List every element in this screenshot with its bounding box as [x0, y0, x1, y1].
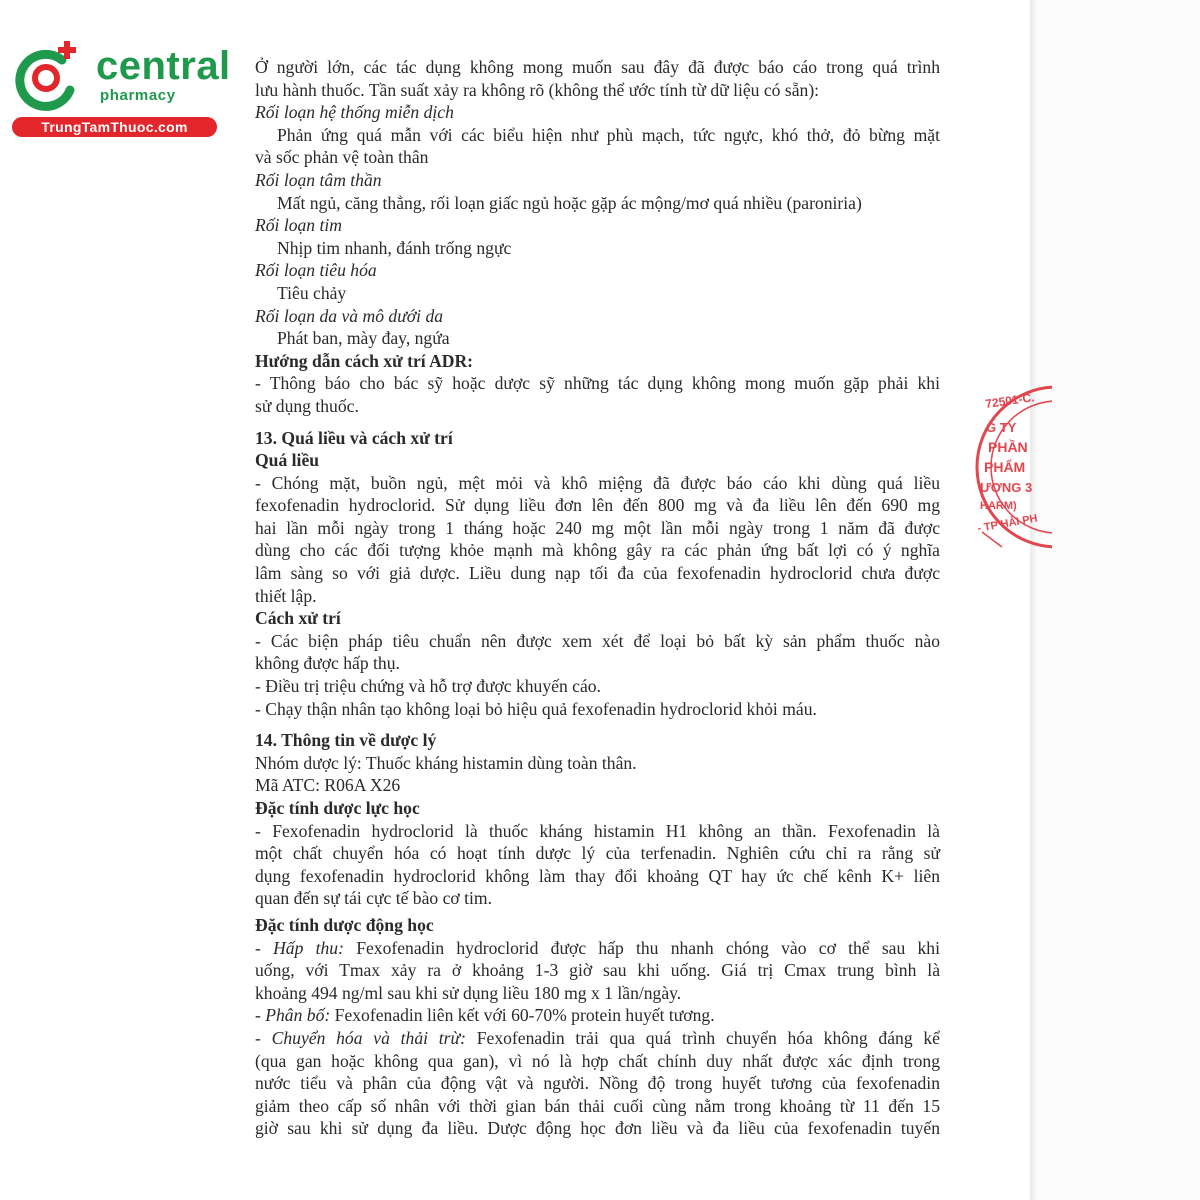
adr-line-2: sử dụng thuốc.: [255, 395, 359, 416]
brand-logo[interactable]: [10, 38, 231, 138]
brand-name: central: [96, 44, 231, 88]
immune-line-2: và sốc phản vệ toàn thân: [255, 147, 429, 168]
section-13-title: 13. Quá liều và cách xử trí: [255, 427, 453, 448]
pk-metabolism-line-5: giờ sau khi sử dụng đa liều. Dược động học đơn liều và đa liều của fexofenadin tuyến: [255, 1118, 940, 1139]
document-body: [255, 56, 940, 1140]
pk-absorption-text: Fexofenadin hydroclorid được hấp thu nhanh chóng vào cơ thể sau khi: [343, 937, 940, 958]
pharmacokinetics-title: Đặc tính dược động học: [255, 914, 434, 935]
pk-absorption-line-3: khoảng 494 ng/ml sau khi sử dụng liều 180 mg x 1 lần/ngày.: [255, 982, 682, 1003]
pk-metabolism-line-4: giảm theo cấp số nhân với thời gian bán thải cuối cùng nằm trong khoảng từ 11 đến 15: [255, 1095, 940, 1116]
overdose-line-4: dùng cho các đối tượng khỏe mạnh mà không gây ra các phản ứng bất lợi có ý nghĩa: [255, 540, 940, 561]
pd-line-4: quan đến sự tái cực tế bào cơ tim.: [255, 888, 492, 909]
central-pharmacy-logo-icon: [10, 38, 90, 118]
immune-line-1: Phản ứng quá mẫn với các biểu hiện như phù mạch, tức ngực, khó thở, đỏ bừng mặt: [277, 124, 940, 145]
subsection-psych-title: Rối loạn tâm thần: [255, 169, 382, 190]
treatment-title: Cách xử trí: [255, 608, 341, 629]
subsection-immune-title: Rối loạn hệ thống miễn dịch: [255, 102, 454, 123]
atc-code: Mã ATC: R06A X26: [255, 775, 401, 796]
treatment-line-2: không được hấp thụ.: [255, 653, 400, 674]
overdose-title: Quá liều: [255, 450, 320, 471]
pk-distribution-line: - Phân bố: Fexofenadin liên kết với 60-70% protein huyết tương.: [255, 1005, 715, 1026]
pharmacodynamics-title: Đặc tính dược lực học: [255, 798, 420, 818]
pk-absorption-label: Hấp thu:: [273, 937, 344, 958]
svg-text:PHẦN: PHẦN: [988, 439, 1028, 455]
stamp-seal-icon: [972, 382, 1052, 552]
pk-distribution-text: Fexofenadin liên kết với 60-70% protein huyết tương.: [330, 1005, 715, 1026]
overdose-line-6: thiết lập.: [255, 585, 317, 606]
svg-text:ƯƠNG 3: ƯƠNG 3: [980, 480, 1033, 495]
intro-line-2: lưu hành thuốc. Tần suất xảy ra không rõ (không thể ước tính từ dữ liệu có sẵn):: [255, 79, 820, 100]
pk-metabolism-label: Chuyển hóa và thải trừ:: [271, 1027, 466, 1048]
pk-absorption-line-2: uống, với Tmax xảy ra ở khoảng 1-3 giờ sau khi uống. Giá trị Cmax trung bình là: [255, 960, 940, 981]
adr-title: Hướng dẫn cách xử trí ADR:: [255, 350, 474, 371]
svg-text:HARM): HARM): [980, 500, 1017, 512]
section-14-title: 14. Thông tin về dược lý: [255, 730, 437, 751]
pk-metabolism-line-2: (qua gan hoặc không qua gan), vì nó là hợp chất chính duy nhất được xác định trong: [255, 1050, 940, 1071]
skin-body: Phát ban, mày đay, ngứa: [277, 328, 450, 349]
adr-line-1: - Thông báo cho bác sỹ hoặc dược sỹ những tác dụng không mong muốn gặp phải khi: [255, 373, 940, 394]
cardiac-body: Nhịp tim nhanh, đánh trống ngực: [277, 237, 512, 258]
pd-line-1: - Fexofenadin hydroclorid là thuốc kháng histamin H1 không an thần. Fexofenadin là: [255, 820, 940, 841]
overdose-line-3: hai lần mỗi ngày trong 1 tháng hoặc 240 mg một lần mỗi ngày trong 1 năm đã được: [255, 517, 940, 538]
subsection-gi-title: Rối loạn tiêu hóa: [255, 260, 377, 281]
pk-metabolism-text: Fexofenadin trải qua quá trình chuyển hóa không đáng kể: [465, 1027, 940, 1048]
treatment-line-1: - Các biện pháp tiêu chuẩn nên được xem xét để loại bỏ bất kỳ sản phẩm thuốc nào: [255, 630, 940, 651]
overdose-line-5: lâm sàng so với giả dược. Liều dung nạp tối đa của fexofenadin hydroclorid chưa được: [255, 563, 940, 584]
treatment-line-4: - Chạy thận nhân tạo không loại bỏ hiệu quả fexofenadin hydroclorid khỏi máu.: [255, 698, 817, 719]
pd-line-2: một chất chuyển hóa có hoạt tính dược lý của terfenadin. Nghiên cứu chỉ ra rằng sử: [255, 843, 940, 864]
subsection-skin-title: Rối loạn da và mô dưới da: [255, 305, 444, 326]
pk-absorption-line-1: - Hấp thu: Fexofenadin hydroclorid được hấp thu nhanh chóng vào cơ thể sau khi: [255, 937, 940, 958]
brand-url-badge[interactable]: TrungTamThuoc.com: [12, 117, 217, 137]
psych-body: Mất ngủ, căng thẳng, rối loạn giấc ngủ hoặc gặp ác mộng/mơ quá nhiều (paroniria): [277, 192, 862, 213]
svg-text:72501-C.: 72501-C.: [984, 390, 1036, 411]
svg-text:- TP HẢI PH: - TP HẢI PH: [976, 512, 1039, 535]
pk-distribution-label: Phân bố:: [265, 1005, 331, 1026]
svg-text:PHẨM: PHẨM: [984, 459, 1026, 475]
pk-metabolism-line-3: nước tiểu và phân của động vật và người. Nồng độ trong huyết tương của fexofenadin: [255, 1073, 940, 1094]
pharm-group: Nhóm dược lý: Thuốc kháng histamin dùng toàn thân.: [255, 752, 637, 773]
pd-line-3: dụng fexofenadin hydroclorid không làm thay đổi khoảng QT hay ức chế kênh K+ liên: [255, 865, 940, 886]
subsection-cardiac-title: Rối loạn tim: [255, 215, 342, 236]
pk-metabolism-line-1: - Chuyển hóa và thải trừ: Fexofenadin trải qua quá trình chuyển hóa không đáng kể: [255, 1027, 940, 1048]
gi-body: Tiêu chảy: [277, 282, 347, 303]
treatment-line-3: - Điều trị triệu chứng và hỗ trợ được khuyến cáo.: [255, 676, 601, 697]
company-stamp: [972, 382, 1052, 552]
page-edge: [1030, 0, 1036, 1200]
page-background-right: [1036, 0, 1200, 1200]
brand-subtitle: pharmacy: [100, 87, 176, 104]
overdose-line-1: - Chóng mặt, buồn ngủ, mệt mỏi và khô miệng đã được báo cáo khi dùng quá liều: [255, 472, 940, 493]
intro-line-1: Ở người lớn, các tác dụng không mong muốn sau đây đã được báo cáo trong quá trình: [255, 57, 940, 77]
svg-text:G TY: G TY: [986, 420, 1017, 435]
overdose-line-2: fexofenadin hydroclorid. Sử dụng liều đơn lên đến 800 mg và đa liều lên đến 690 mg: [255, 495, 940, 516]
